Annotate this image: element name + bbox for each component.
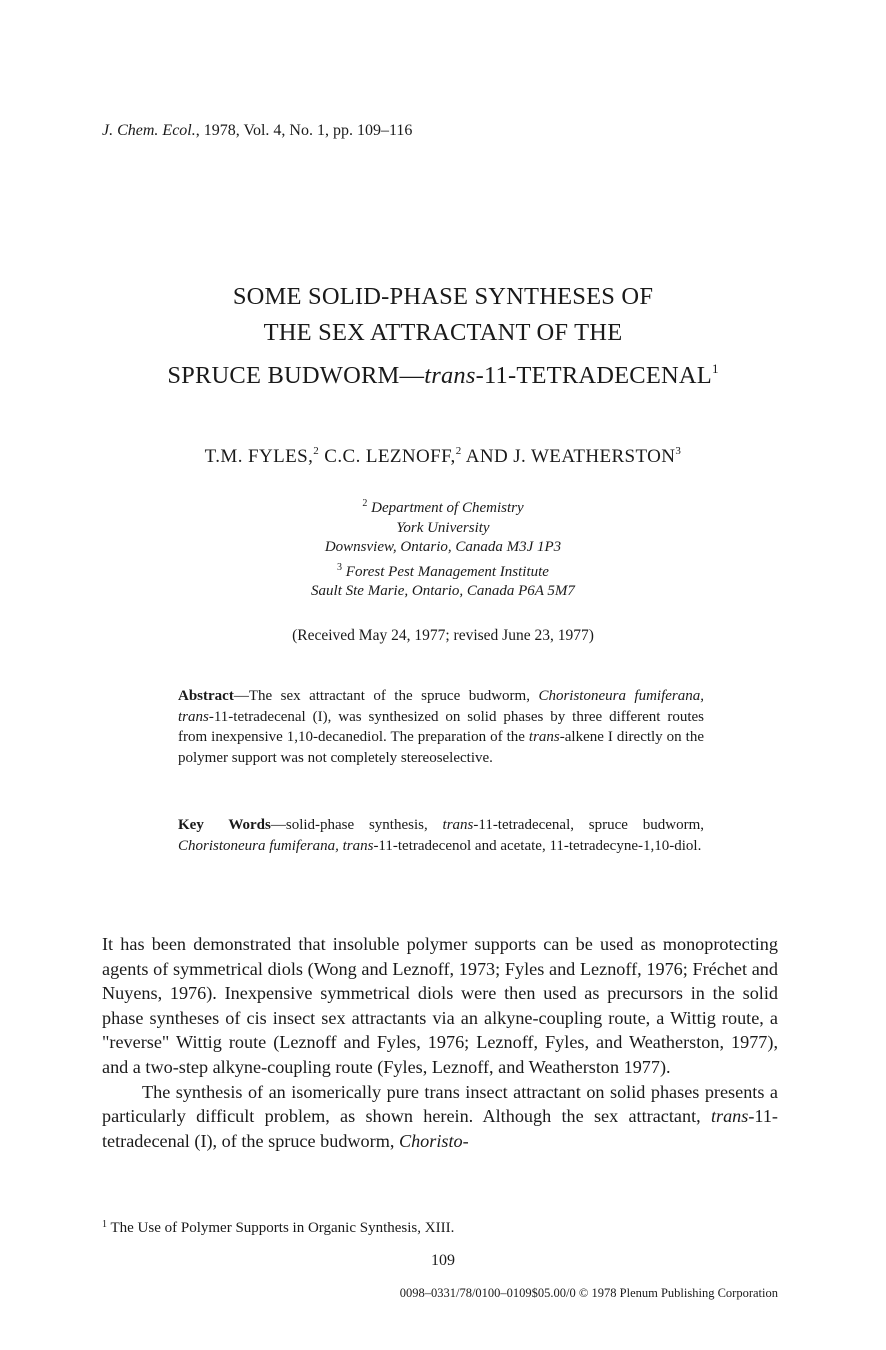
journal-volume: , 1978, Vol. 4, No. 1, pp. 109–116 xyxy=(195,122,413,139)
affiliation-line xyxy=(0,494,886,519)
abstract xyxy=(178,686,704,768)
affiliation-line xyxy=(0,582,886,602)
author-affil-mark: 3 xyxy=(675,445,682,457)
author-name: AND J. WEATHERSTON xyxy=(461,446,676,467)
body-paragraph-1: It has been demonstrated that insoluble polymer supports can be used as monoprotecting agents of symmetrical diols (Wong and Leznoff, 1973; Fyles and Leznoff, 1976; Fréchet and Nuyens, 1976). Inexpensive symmetrical diols were then used as precursors in the solid phase syntheses of cis insect sex attractants via an alkyne-coupling route, a Wittig route, a "reverse" Wittig route (Leznoff and Fyles, 1976; Leznoff, Fyles, and Weatherston, 1977), and a two-step alkyne-coupling route (Fyles, Leznoff, and Weatherston 1977). xyxy=(102,934,778,1077)
keywords-text: -11-tetradecenol and acetate, 11-tetradecyne-1,10-diol. xyxy=(373,837,702,854)
body-text xyxy=(102,932,778,1153)
affiliation-text: Forest Pest Management Institute xyxy=(342,563,549,580)
body-italic: trans xyxy=(710,1106,749,1127)
title-line-3-suffix: -11-TETRADECENAL xyxy=(475,362,712,389)
affiliation-text: Department of Chemistry xyxy=(367,500,524,516)
title-line-3-prefix: SPRUCE BUDWORM— xyxy=(167,362,425,389)
journal-name: J. Chem. Ecol. xyxy=(102,122,196,139)
journal-citation xyxy=(102,122,412,140)
keywords-italic: trans xyxy=(442,817,474,833)
abstract-italic: trans xyxy=(528,729,560,745)
title-line-3-italic: trans xyxy=(424,362,476,389)
affiliation-text: Sault Ste Marie, Ontario, Canada P6A 5M7 xyxy=(311,583,575,599)
affiliation-line xyxy=(0,558,886,583)
abstract-italic: Choristoneura fumiferana, trans xyxy=(178,688,704,725)
title-line-2: THE SEX ATTRACTANT OF THE xyxy=(263,319,623,346)
author-name: T.M. FYLES, xyxy=(204,446,314,467)
body-paragraph-2 xyxy=(102,1080,778,1154)
copyright-line: 0098–0331/78/0100–0109$05.00/0 © 1978 Plenum Publishing Corporation xyxy=(399,1286,778,1300)
author-list xyxy=(0,445,886,468)
affiliation-line xyxy=(0,538,886,558)
abstract-text: —The sex attractant of the spruce budworm, xyxy=(233,688,539,704)
affiliation-text: York University xyxy=(396,519,490,536)
affiliation-mark: 3 xyxy=(337,561,343,573)
affiliation-line xyxy=(0,519,886,539)
abstract-text: -11-tetradecenal (I), was synthesized on solid phases by three different routes from inexpensive 1,10-decanediol. The preparation of the xyxy=(178,708,704,745)
keywords-text: -11-tetradecenal, spruce budworm, xyxy=(473,817,704,833)
body-text-run: The synthesis of an isomerically pure trans insect attractant on solid phases presents a particularly difficult problem, as shown herein. Although the sex attractant, xyxy=(102,1081,778,1127)
affiliations xyxy=(0,494,886,602)
author-affil-mark: 2 xyxy=(455,445,462,457)
keywords-italic: Choristoneura fumiferana, trans xyxy=(178,837,374,854)
keywords-label: Key Words xyxy=(178,817,271,833)
title-line-1: SOME SOLID-PHASE SYNTHESES OF xyxy=(232,283,654,310)
author-affil-mark: 2 xyxy=(313,445,320,457)
title-footnote-mark: 1 xyxy=(711,361,719,376)
footnote-mark: 1 xyxy=(102,1219,107,1230)
affiliation-text: Downsview, Ontario, Canada M3J 1P3 xyxy=(324,539,562,555)
footnote-text: The Use of Polymer Supports in Organic Synthesis, XIII. xyxy=(107,1220,455,1236)
body-text-run: -11-tetradecenal (I), of the spruce budworm, xyxy=(102,1106,778,1151)
paper-title xyxy=(0,279,886,394)
page-number: 109 xyxy=(431,1252,455,1269)
keywords-text: —solid-phase synthesis, xyxy=(270,817,443,833)
received-dates: (Received May 24, 1977; revised June 23, 1977) xyxy=(292,627,594,644)
key-words xyxy=(178,815,704,856)
affiliation-mark: 2 xyxy=(362,498,368,509)
title-line-3 xyxy=(0,351,886,394)
abstract-label: Abstract xyxy=(178,688,234,704)
body-italic: Choristo- xyxy=(398,1130,469,1151)
author-name: C.C. LEZNOFF, xyxy=(319,446,456,467)
abstract-text: -alkene I directly on the polymer support was not completely stereoselective. xyxy=(178,729,704,766)
footnote xyxy=(102,1219,454,1237)
